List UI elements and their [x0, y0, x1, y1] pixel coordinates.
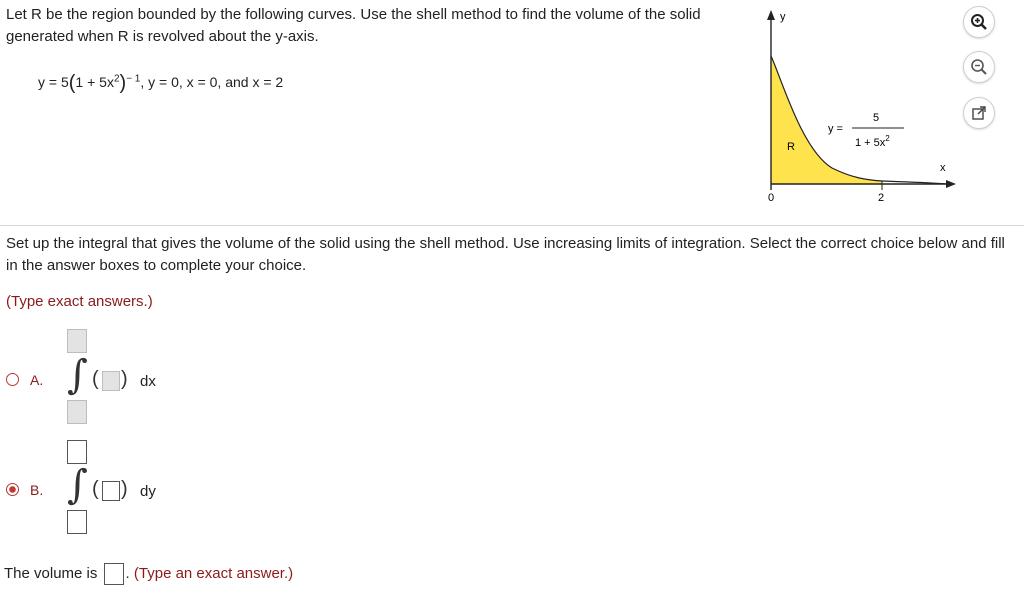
zoom-out-button[interactable]	[963, 51, 995, 83]
option-a-close-paren: )	[121, 368, 128, 390]
option-a-integrand-box[interactable]	[102, 371, 120, 391]
curve-equation: $y = 5(1 + 5x^2)^{- 1}$, y = 0, x = 0, and x = 2	[38, 72, 284, 94]
curve-numerator: 5	[873, 112, 880, 124]
curve-label-lhs: y =	[828, 123, 843, 135]
instructions-text: Set up the integral that gives the volume of the solid using the shell method. Use increasing limits of integration. Select the correct choice below and fill in the answer boxes to complete your choice.	[6, 235, 1005, 274]
section-divider	[0, 225, 1024, 226]
volume-answer-box[interactable]	[104, 563, 124, 585]
volume-prefix: The volume is	[4, 564, 98, 582]
option-a-radio[interactable]	[6, 373, 19, 386]
option-a-lower-limit-box[interactable]	[67, 400, 87, 424]
volume-hint: (Type an exact answer.)	[133, 564, 294, 582]
option-a-differential: dx	[140, 373, 156, 390]
volume-answer-row	[4, 563, 293, 585]
x-tick-0: 0	[768, 192, 775, 204]
option-b-lower-limit-box[interactable]	[67, 510, 87, 534]
zoom-in-icon	[970, 13, 988, 31]
option-b-close-paren: )	[121, 478, 128, 500]
option-a-upper-limit-box[interactable]	[67, 329, 87, 353]
x-tick-2: 2	[878, 192, 885, 204]
y-axis-label: y	[780, 11, 786, 23]
curve-denominator: $1 + 5x^2$	[855, 134, 890, 149]
option-b-open-paren: (	[92, 478, 99, 500]
option-b-integral-sign: ∫	[67, 462, 88, 508]
volume-suffix: .	[125, 564, 130, 582]
x-axis-arrow	[946, 180, 956, 188]
option-b-integrand-box[interactable]	[102, 481, 120, 501]
zoom-out-icon	[970, 58, 988, 76]
option-a-integral-sign: ∫	[67, 352, 88, 398]
option-a-open-paren: (	[92, 368, 99, 390]
popout-button[interactable]	[963, 97, 995, 129]
option-b-radio[interactable]	[6, 483, 19, 496]
graph-svg	[752, 0, 967, 215]
problem-statement: Let R be the region bounded by the following curves. Use the shell method to find the volume of the solid generated when R is revolved about the y-axis.	[6, 6, 701, 45]
option-a-label[interactable]: A.	[30, 372, 44, 388]
option-b-differential: dy	[140, 483, 156, 500]
exact-answers-hint: (Type exact answers.)	[6, 293, 153, 310]
popout-icon	[971, 105, 987, 121]
zoom-in-button[interactable]	[963, 6, 995, 38]
y-axis-arrow	[767, 10, 775, 20]
x-axis-label: x	[940, 162, 946, 174]
region-graph	[752, 0, 967, 219]
option-b-upper-limit-box[interactable]	[67, 440, 87, 464]
option-b-label[interactable]: B.	[30, 482, 44, 498]
region-label: R	[787, 141, 795, 153]
